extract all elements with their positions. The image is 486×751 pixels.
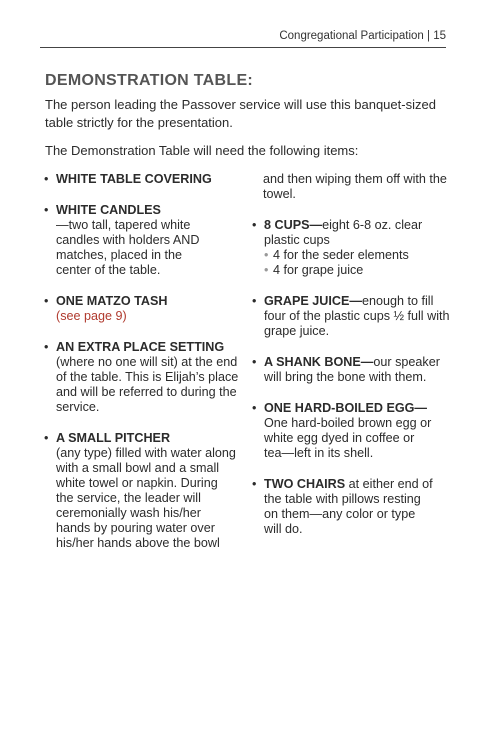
item-text: (any type) filled with water along with a small bowl and a small white towel or napkin. During the service, the leader will ceremonially wash his/her hands by pouring water over his/her hands above the bowl bbox=[56, 446, 236, 550]
bullet: • bbox=[252, 218, 257, 232]
list-item bbox=[44, 340, 240, 415]
item-heading: WHITE CANDLES bbox=[56, 203, 161, 217]
items-column-left bbox=[44, 172, 240, 567]
section-title: DEMONSTRATION TABLE: bbox=[45, 72, 254, 89]
list-item bbox=[44, 294, 240, 324]
bullet: • bbox=[44, 203, 49, 217]
intro-items-lead: The Demonstration Table will need the following items: bbox=[45, 143, 359, 158]
list-item bbox=[44, 431, 236, 551]
item-heading: 8 CUPS— bbox=[264, 218, 323, 232]
item-text: (where no one will sit) at the end of the table. This is Elijah’s place and will be referred to during the service. bbox=[56, 355, 239, 414]
item-heading: TWO CHAIRS bbox=[264, 477, 346, 491]
running-header: Congregational Participation | 15 bbox=[279, 30, 446, 42]
bullet: • bbox=[252, 477, 257, 491]
bullet: • bbox=[44, 294, 49, 308]
header-rule bbox=[40, 47, 446, 48]
item-heading: ONE MATZO TASH bbox=[56, 294, 168, 308]
sub-item-text: 4 for the seder elements bbox=[273, 248, 409, 262]
sub-list-item bbox=[264, 248, 439, 263]
sub-bullet: • bbox=[264, 248, 269, 262]
bullet: • bbox=[44, 172, 49, 186]
sub-list-item bbox=[264, 263, 439, 278]
list-item bbox=[252, 477, 434, 537]
item-continuation: and then wiping them off with the towel. bbox=[263, 172, 447, 201]
sub-item-text: 4 for grape juice bbox=[273, 263, 364, 277]
item-text: enough to fill four of the plastic cups ½ full with grape juice. bbox=[264, 294, 450, 338]
item-heading: WHITE TABLE COVERING bbox=[56, 172, 212, 186]
items-column-right bbox=[252, 172, 448, 553]
bullet: • bbox=[252, 355, 257, 369]
item-heading: GRAPE JUICE— bbox=[264, 294, 362, 308]
item-heading: A SMALL PITCHER bbox=[56, 431, 171, 445]
item-heading: ONE HARD-BOILED EGG— bbox=[264, 401, 428, 415]
list-item bbox=[44, 203, 206, 278]
list-item bbox=[44, 172, 240, 187]
item-text: eight 6-8 oz. clear plastic cups bbox=[264, 218, 423, 247]
item-text: —two tall, tapered white candles with holders AND matches, placed in the center of the table. bbox=[56, 218, 200, 277]
intro-paragraph: The person leading the Passover service will use this banquet-sized table strictly for the presentation. bbox=[45, 97, 436, 130]
list-item bbox=[252, 294, 450, 339]
item-heading: A SHANK BONE— bbox=[264, 355, 374, 369]
bullet: • bbox=[44, 340, 49, 354]
sub-bullet: • bbox=[264, 263, 269, 277]
list-item bbox=[252, 218, 439, 278]
item-text: at either end of the table with pillows resting on them—any color or type will do. bbox=[264, 477, 433, 536]
item-text: our speaker will bring the bone with them. bbox=[264, 355, 440, 384]
list-item bbox=[252, 401, 434, 461]
list-item bbox=[252, 355, 456, 385]
bullet: • bbox=[252, 294, 257, 308]
item-text: One hard-boiled brown egg or white egg dyed in coffee or tea—left in its shell. bbox=[264, 416, 432, 460]
bullet: • bbox=[44, 431, 49, 445]
item-heading: AN EXTRA PLACE SETTING bbox=[56, 340, 225, 354]
page-reference-link: (see page 9) bbox=[56, 309, 127, 323]
bullet: • bbox=[252, 401, 257, 415]
